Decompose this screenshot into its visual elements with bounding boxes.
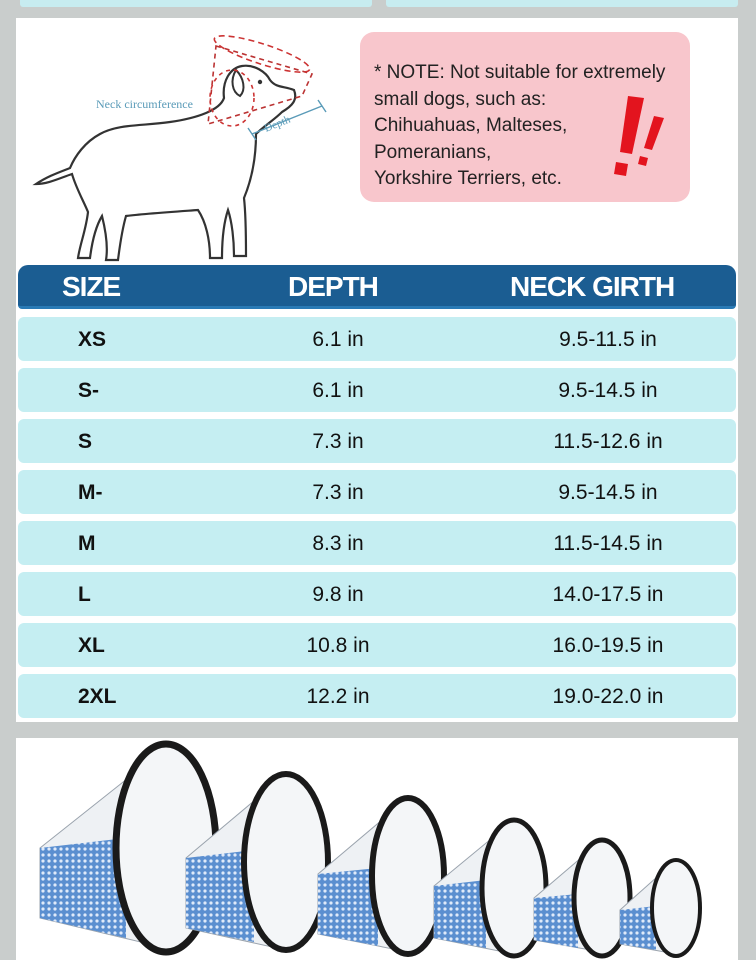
cell-size: M	[78, 532, 96, 555]
header-neck-girth: NECK GIRTH	[510, 271, 675, 302]
cone-xs	[620, 860, 700, 956]
cell-depth: 6.1 in	[312, 379, 364, 402]
table-row	[18, 470, 736, 514]
dog-eye	[258, 80, 262, 84]
note-line: Chihuahuas, Malteses,	[374, 115, 568, 136]
cell-depth: 10.8 in	[306, 634, 370, 657]
cell-size: 2XL	[78, 685, 117, 708]
top-tab-left	[20, 0, 372, 7]
note-line: small dogs, such as:	[374, 88, 547, 110]
cell-depth: 7.3 in	[312, 481, 364, 504]
cell-depth: 9.8 in	[312, 583, 364, 606]
header-size: SIZE	[62, 271, 121, 302]
cell-size: L	[78, 583, 91, 606]
cell-neck-girth: 9.5-14.5 in	[558, 379, 658, 402]
cone-m	[434, 820, 546, 956]
header-depth: DEPTH	[288, 271, 378, 302]
table-row	[18, 317, 736, 361]
cell-depth: 6.1 in	[312, 328, 364, 351]
dog-measurement-diagram	[30, 26, 350, 276]
cell-neck-girth: 9.5-14.5 in	[558, 481, 658, 504]
neck-circumference-label: Neck circumference	[96, 97, 193, 111]
cell-size: M-	[78, 481, 103, 504]
dog-body	[36, 66, 295, 260]
cell-size: XS	[78, 328, 107, 351]
top-tab-right	[386, 0, 738, 7]
cell-neck-girth: 11.5-14.5 in	[553, 532, 663, 555]
product-cones-photo	[16, 738, 738, 960]
cone-l	[318, 798, 444, 954]
table-row	[18, 674, 736, 718]
cell-neck-girth: 9.5-11.5 in	[559, 328, 657, 351]
note-line: Yorkshire Terriers, etc.	[374, 168, 562, 189]
table-row	[18, 419, 736, 463]
cell-size: XL	[78, 634, 105, 657]
cell-depth: 12.2 in	[306, 685, 370, 708]
table-row	[18, 368, 736, 412]
cell-neck-girth: 16.0-19.5 in	[552, 634, 664, 657]
cell-depth: 8.3 in	[312, 532, 364, 555]
cone-s	[534, 840, 630, 956]
note-line: Pomeranians,	[374, 141, 492, 163]
cell-depth: 7.3 in	[312, 430, 364, 453]
exclamation-icon	[610, 94, 670, 184]
dog-outline-illustration	[30, 26, 350, 276]
cell-size: S	[78, 430, 93, 453]
top-strip	[0, 0, 756, 18]
table-header	[18, 265, 736, 309]
note-line: * NOTE: Not suitable for extremely	[374, 62, 666, 83]
depth-label: Depth	[262, 113, 293, 135]
depth-tick-left	[248, 128, 256, 140]
size-chart-panel	[16, 18, 738, 722]
cell-neck-girth: 19.0-22.0 in	[552, 685, 664, 708]
cell-neck-girth: 11.5-12.6 in	[553, 430, 663, 453]
cone-collars-illustration	[16, 738, 738, 960]
table-row	[18, 521, 736, 565]
table-row	[18, 572, 736, 616]
cell-size: S-	[78, 379, 99, 402]
cell-neck-girth: 14.0-17.5 in	[552, 583, 664, 606]
table-row	[18, 623, 736, 667]
warning-note	[360, 32, 690, 202]
depth-tick-right	[318, 100, 326, 112]
